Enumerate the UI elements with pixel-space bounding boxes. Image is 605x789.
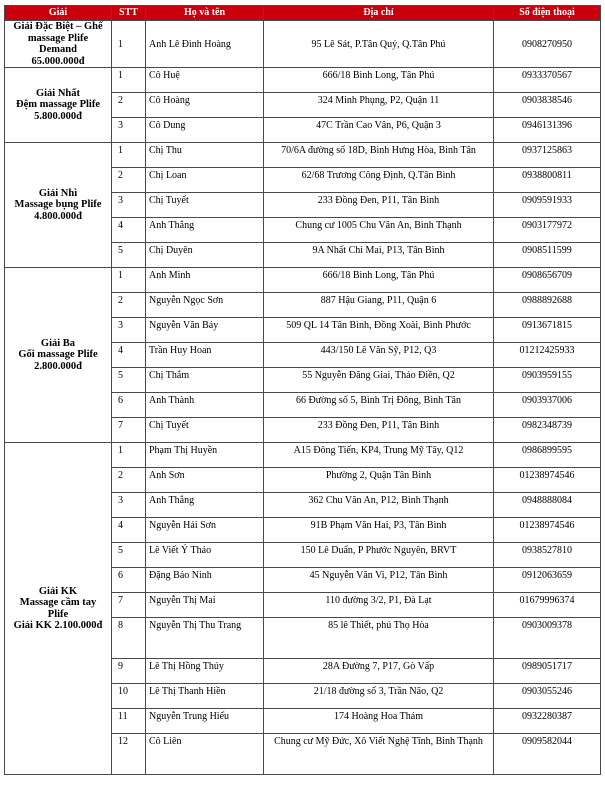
name-cell: Chị Tuyết	[146, 193, 264, 218]
address-cell: 55 Nguyễn Đăng Giai, Thảo Điền, Q2	[264, 368, 494, 393]
stt-cell: 4	[112, 518, 146, 543]
name-cell: Nguyễn Thị Thu Trang	[146, 618, 264, 659]
address-cell: 509 QL 14 Tân Bình, Đồng Xoài, Bình Phước	[264, 318, 494, 343]
phone-cell: 0912063659	[494, 568, 601, 593]
prize-line: Giải Ba	[40, 337, 76, 349]
prize-line: 65.000.000đ	[31, 55, 85, 67]
table-row	[5, 443, 601, 468]
prize-line: Giải KK 2.100.000đ	[13, 620, 103, 631]
prize-line: 2.800.000đ	[34, 360, 82, 372]
phone-cell: 0903959155	[494, 368, 601, 393]
address-cell: 9A Nhất Chi Mai, P13, Tân Bình	[264, 243, 494, 268]
phone-cell: 0986899595	[494, 443, 601, 468]
name-cell: Chị Tuyết	[146, 418, 264, 443]
name-cell: Chị Loan	[146, 168, 264, 193]
name-cell: Anh Lê Đình Hoàng	[146, 21, 264, 68]
table-row	[5, 143, 601, 168]
address-cell: 666/18 Bình Long, Tân Phú	[264, 68, 494, 93]
name-cell: Nguyễn Thị Mai	[146, 593, 264, 618]
stt-cell: 3	[112, 318, 146, 343]
table-row	[5, 21, 601, 68]
stt-cell: 5	[112, 368, 146, 393]
prize-line: Giải Nhì	[38, 187, 78, 199]
phone-cell: 0908270950	[494, 21, 601, 68]
name-cell: Chị Duyên	[146, 243, 264, 268]
stt-cell: 7	[112, 593, 146, 618]
table-header-row	[5, 6, 601, 21]
stt-cell: 2	[112, 168, 146, 193]
name-cell: Cô Huệ	[146, 68, 264, 93]
name-cell: Cô Dung	[146, 118, 264, 143]
phone-cell: 01212425933	[494, 343, 601, 368]
header-stt: STT	[112, 6, 146, 21]
phone-cell: 0938527810	[494, 543, 601, 568]
phone-cell: 0946131396	[494, 118, 601, 143]
address-cell: 324 Minh Phụng, P2, Quận 11	[264, 93, 494, 118]
prize-cell	[5, 268, 112, 443]
stt-cell: 12	[112, 734, 146, 775]
phone-cell: 0933370567	[494, 68, 601, 93]
phone-cell: 0903055246	[494, 684, 601, 709]
table-row	[5, 268, 601, 293]
address-cell: 21/18 đường số 3, Trần Não, Q2	[264, 684, 494, 709]
stt-cell: 1	[112, 21, 146, 68]
name-cell: Cô Hoàng	[146, 93, 264, 118]
name-cell: Anh Thắng	[146, 493, 264, 518]
header-address: Địa chỉ	[264, 6, 494, 21]
phone-cell: 0909591933	[494, 193, 601, 218]
name-cell: Nguyễn Trung Hiếu	[146, 709, 264, 734]
address-cell: Phường 2, Quận Tân Bình	[264, 468, 494, 493]
address-cell: 362 Chu Văn An, P12, Bình Thạnh	[264, 493, 494, 518]
prize-line: Massage cầm tay	[19, 597, 97, 608]
address-cell: 666/18 Bình Long, Tân Phú	[264, 268, 494, 293]
address-cell: 70/6A đường số 18D, Bình Hưng Hòa, Bình Tân	[264, 143, 494, 168]
name-cell: Anh Minh	[146, 268, 264, 293]
stt-cell: 10	[112, 684, 146, 709]
address-cell: 150 Lê Duẩn, P Phước Nguyên, BRVT	[264, 543, 494, 568]
name-cell: Trần Huy Hoan	[146, 343, 264, 368]
stt-cell: 6	[112, 568, 146, 593]
address-cell: 91B Phạm Văn Hai, P3, Tân Bình	[264, 518, 494, 543]
address-cell: 62/68 Trương Công Định, Q.Tân Bình	[264, 168, 494, 193]
address-cell: Chung cư Mỹ Đức, Xô Viết Nghệ Tĩnh, Bình Thạnh	[264, 734, 494, 775]
prize-line: Demand	[39, 44, 77, 55]
header-prize: Giải	[5, 6, 112, 21]
name-cell: Phạm Thị Huyền	[146, 443, 264, 468]
name-cell: Anh Thành	[146, 393, 264, 418]
phone-cell: 01238974546	[494, 468, 601, 493]
stt-cell: 4	[112, 343, 146, 368]
name-cell: Nguyễn Hải Sơn	[146, 518, 264, 543]
phone-cell: 0903838546	[494, 93, 601, 118]
prize-line: Đệm massage Plife	[16, 99, 100, 111]
name-cell: Cô Liên	[146, 734, 264, 775]
address-cell: 47C Trần Cao Vân, P6, Quận 3	[264, 118, 494, 143]
name-cell: Chị Thu	[146, 143, 264, 168]
phone-cell: 0903009378	[494, 618, 601, 659]
name-cell: Lê Thị Thanh Hiền	[146, 684, 264, 709]
phone-cell: 0913671815	[494, 318, 601, 343]
phone-cell: 01238974546	[494, 518, 601, 543]
prize-winners-table	[4, 5, 601, 775]
prize-line: Giải Nhất	[35, 87, 81, 99]
stt-cell: 3	[112, 118, 146, 143]
table-body	[5, 21, 601, 775]
address-cell: 28A Đường 7, P17, Gò Vấp	[264, 659, 494, 684]
address-cell: A15 Đông Tiến, KP4, Trung Mỹ Tây, Q12	[264, 443, 494, 468]
name-cell: Chị Thắm	[146, 368, 264, 393]
address-cell: 443/150 Lê Văn Sỹ, P12, Q3	[264, 343, 494, 368]
stt-cell: 3	[112, 493, 146, 518]
header-phone: Số điện thoại	[494, 6, 601, 21]
address-cell: 233 Đồng Đen, P11, Tân Bình	[264, 193, 494, 218]
stt-cell: 6	[112, 393, 146, 418]
stt-cell: 1	[112, 68, 146, 93]
stt-cell: 9	[112, 659, 146, 684]
prize-line: Giải KK	[38, 585, 78, 597]
phone-cell: 0988892688	[494, 293, 601, 318]
phone-cell: 0982348739	[494, 418, 601, 443]
name-cell: Nguyễn Văn Bảy	[146, 318, 264, 343]
header-name: Họ và tên	[146, 6, 264, 21]
stt-cell: 1	[112, 443, 146, 468]
stt-cell: 2	[112, 93, 146, 118]
phone-cell: 0937125863	[494, 143, 601, 168]
name-cell: Đặng Bảo Ninh	[146, 568, 264, 593]
phone-cell: 0948888084	[494, 493, 601, 518]
address-cell: 233 Đồng Đen, P11, Tân Bình	[264, 418, 494, 443]
phone-cell: 0932280387	[494, 709, 601, 734]
phone-cell: 0938800811	[494, 168, 601, 193]
prize-line: Massage bụng Plife	[14, 199, 102, 211]
phone-cell: 0903177972	[494, 218, 601, 243]
prize-cell	[5, 21, 112, 68]
stt-cell: 11	[112, 709, 146, 734]
phone-cell: 0909582044	[494, 734, 601, 775]
name-cell: Lê Thị Hồng Thúy	[146, 659, 264, 684]
table-row	[5, 68, 601, 93]
prize-line: Giải Đặc Biệt – Ghế	[13, 21, 103, 32]
phone-cell: 0903937006	[494, 393, 601, 418]
address-cell: 110 đường 3/2, P1, Đà Lạt	[264, 593, 494, 618]
address-cell: 887 Hậu Giang, P11, Quận 6	[264, 293, 494, 318]
stt-cell: 2	[112, 468, 146, 493]
stt-cell: 4	[112, 218, 146, 243]
address-cell: 95 Lê Sát, P.Tân Quý, Q.Tân Phú	[264, 21, 494, 68]
prize-line: 4.800.000đ	[34, 210, 82, 222]
address-cell: 45 Nguyễn Văn Vi, P12, Tân Bình	[264, 568, 494, 593]
stt-cell: 5	[112, 543, 146, 568]
prize-cell	[5, 143, 112, 268]
stt-cell: 2	[112, 293, 146, 318]
prize-line: 5.800.000đ	[34, 110, 82, 122]
name-cell: Anh Sơn	[146, 468, 264, 493]
name-cell: Nguyễn Ngọc Sơn	[146, 293, 264, 318]
prize-cell	[5, 443, 112, 775]
stt-cell: 5	[112, 243, 146, 268]
address-cell: Chung cư 1005 Chu Văn An, Bình Thạnh	[264, 218, 494, 243]
name-cell: Anh Thắng	[146, 218, 264, 243]
phone-cell: 0989051717	[494, 659, 601, 684]
prize-line: Plife	[47, 608, 69, 620]
address-cell: 66 Đường số 5, Bình Trị Đông, Bình Tân	[264, 393, 494, 418]
stt-cell: 3	[112, 193, 146, 218]
phone-cell: 0908511599	[494, 243, 601, 268]
prize-line: massage Plife	[27, 32, 89, 44]
prize-cell	[5, 68, 112, 143]
stt-cell: 1	[112, 268, 146, 293]
prize-line: Gối massage Plife	[18, 349, 98, 361]
phone-cell: 01679996374	[494, 593, 601, 618]
name-cell: Lê Viết Ý Thảo	[146, 543, 264, 568]
address-cell: 85 lê Thiết, phú Thọ Hòa	[264, 618, 494, 659]
stt-cell: 7	[112, 418, 146, 443]
stt-cell: 1	[112, 143, 146, 168]
stt-cell: 8	[112, 618, 146, 659]
address-cell: 174 Hoàng Hoa Thám	[264, 709, 494, 734]
phone-cell: 0908656709	[494, 268, 601, 293]
